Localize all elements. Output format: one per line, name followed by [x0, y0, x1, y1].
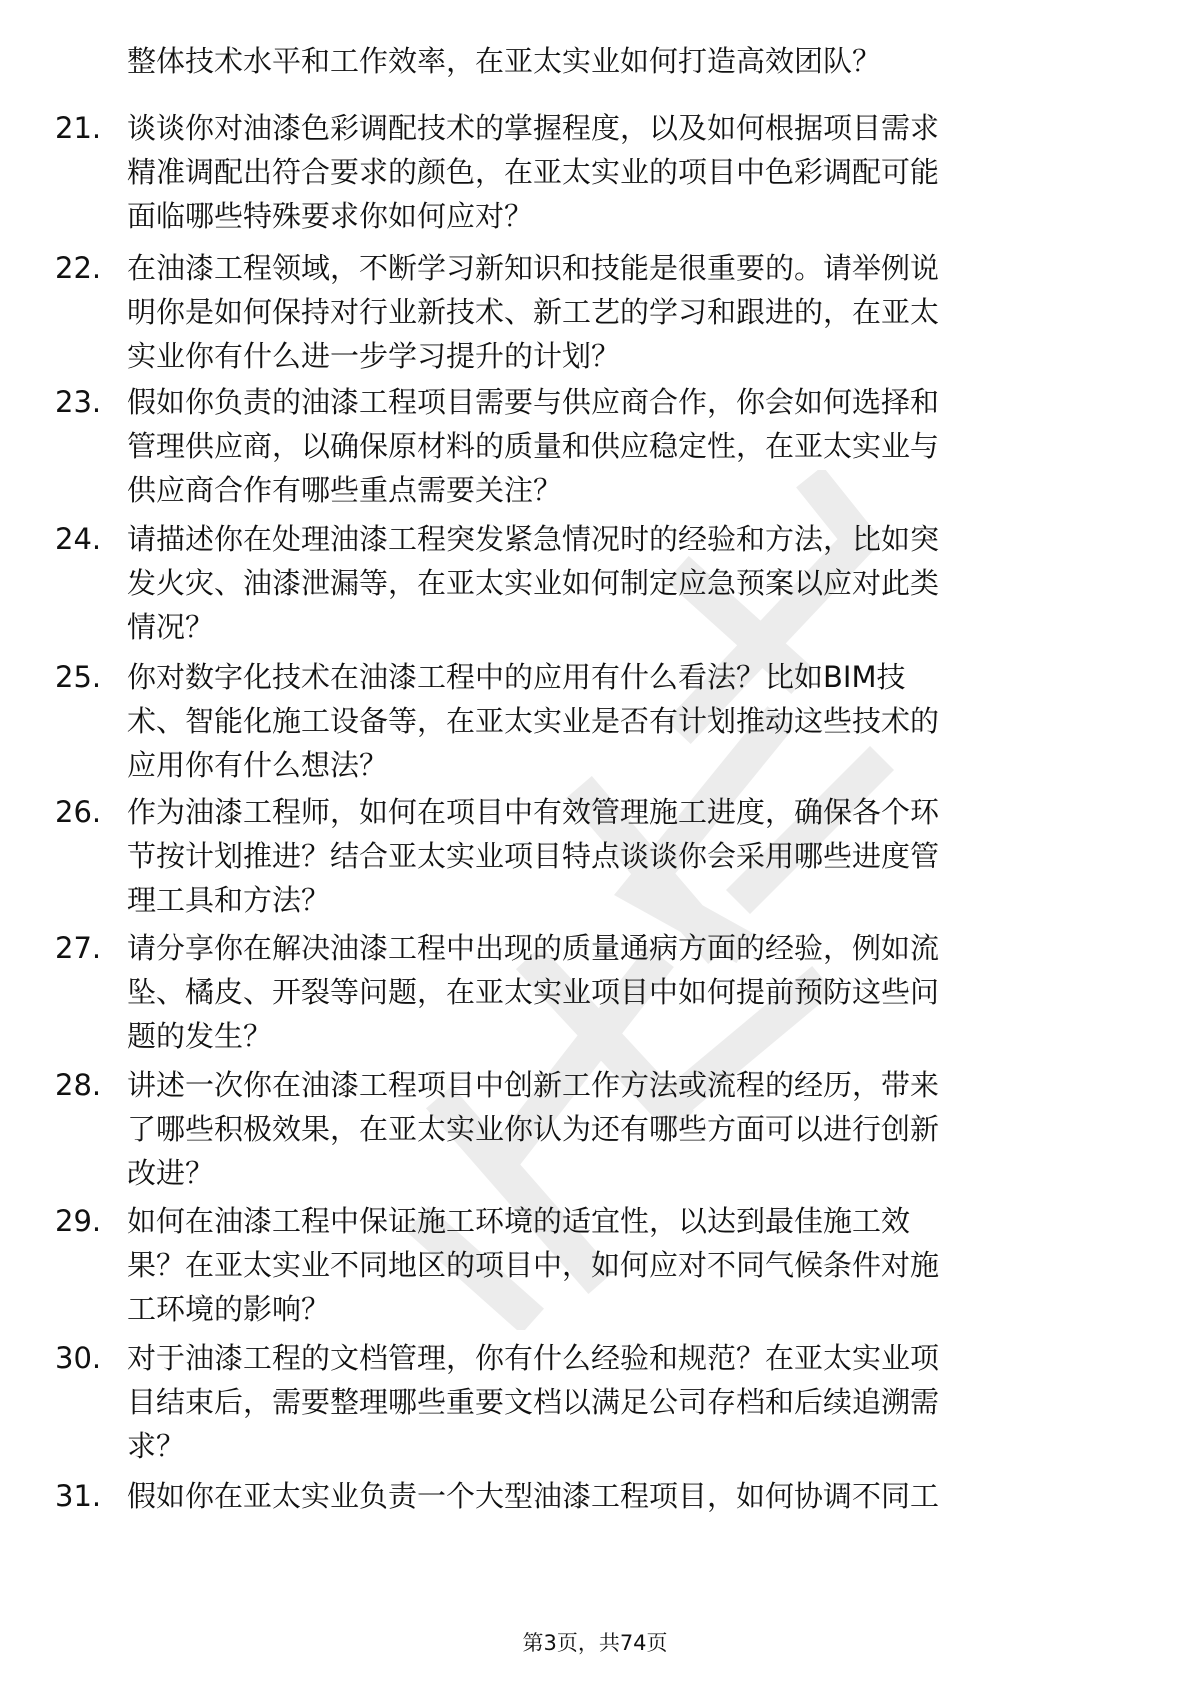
question-number: 21.: [55, 111, 102, 145]
question-number: 26.: [55, 795, 102, 829]
question-text-line: 面临哪些特殊要求你如何应对？: [127, 199, 534, 233]
question-text-line: 应用你有什么想法？: [127, 748, 389, 782]
question-number: 25.: [55, 660, 102, 694]
question-text-line: 精准调配出符合要求的颜色，在亚太实业的项目中色彩调配可能: [127, 155, 940, 189]
question-text-line: 果？在亚太实业不同地区的项目中，如何应对不同气候条件对施: [127, 1248, 940, 1282]
question-text-line: 节按计划推进？结合亚太实业项目特点谈谈你会采用哪些进度管: [127, 839, 940, 873]
question-text-line: 目结束后，需要整理哪些重要文档以满足公司存档和后续追溯需: [127, 1385, 940, 1419]
question-text-line: 实业你有什么进一步学习提升的计划？: [127, 339, 621, 373]
question-text-line: 假如你负责的油漆工程项目需要与供应商合作，你会如何选择和: [127, 385, 940, 419]
question-text-line: 工环境的影响？: [127, 1292, 331, 1326]
question-text-line: 如何在油漆工程中保证施工环境的适宜性，以达到最佳施工效: [127, 1204, 911, 1238]
question-text-line: 请分享你在解决油漆工程中出现的质量通病方面的经验，例如流: [127, 931, 940, 965]
question-text-line: 在油漆工程领域，不断学习新知识和技能是很重要的。请举例说: [127, 251, 940, 285]
question-number: 30.: [55, 1341, 102, 1375]
question-text-line: 对于油漆工程的文档管理，你有什么经验和规范？在亚太实业项: [127, 1341, 940, 1375]
question-text-line: 明你是如何保持对行业新技术、新工艺的学习和跟进的，在亚太: [127, 295, 940, 329]
question-text-line: 作为油漆工程师，如何在项目中有效管理施工进度，确保各个环: [127, 795, 940, 829]
continuation-line: 整体技术水平和工作效率，在亚太实业如何打造高效团队？: [127, 44, 882, 78]
question-text-line: 改进？: [127, 1156, 215, 1190]
question-number: 22.: [55, 251, 102, 285]
question-text-line: 请描述你在处理油漆工程突发紧急情况时的经验和方法，比如突: [127, 522, 940, 556]
question-text-line: 发火灾、油漆泄漏等，在亚太实业如何制定应急预案以应对此类: [127, 566, 940, 600]
question-number: 27.: [55, 931, 102, 965]
question-text-line: 你对数字化技术在油漆工程中的应用有什么看法？比如BIM技: [127, 660, 906, 694]
page-footer: 第3页，共74页: [522, 1631, 668, 1655]
question-text-line: 求？: [127, 1429, 186, 1463]
question-text-line: 谈谈你对油漆色彩调配技术的掌握程度，以及如何根据项目需求: [127, 111, 940, 145]
question-number: 31.: [55, 1479, 102, 1513]
question-text-line: 情况？: [127, 610, 215, 644]
question-text-line: 管理供应商，以确保原材料的质量和供应稳定性，在亚太实业与: [127, 429, 940, 463]
question-text-line: 题的发生？: [127, 1019, 273, 1053]
question-text-line: 了哪些积极效果，在亚太实业你认为还有哪些方面可以进行创新: [127, 1112, 940, 1146]
question-text-line: 术、智能化施工设备等，在亚太实业是否有计划推动这些技术的: [127, 704, 940, 738]
question-text-line: 坠、橘皮、开裂等问题，在亚太实业项目中如何提前预防这些问: [127, 975, 940, 1009]
question-number: 28.: [55, 1068, 102, 1102]
question-text-line: 供应商合作有哪些重点需要关注？: [127, 473, 563, 507]
question-text-line: 理工具和方法？: [127, 883, 331, 917]
question-text-line: 假如你在亚太实业负责一个大型油漆工程项目，如何协调不同工: [127, 1479, 940, 1513]
question-number: 29.: [55, 1204, 102, 1238]
question-number: 23.: [55, 385, 102, 419]
question-text-line: 讲述一次你在油漆工程项目中创新工作方法或流程的经历，带来: [127, 1068, 940, 1102]
question-number: 24.: [55, 522, 102, 556]
